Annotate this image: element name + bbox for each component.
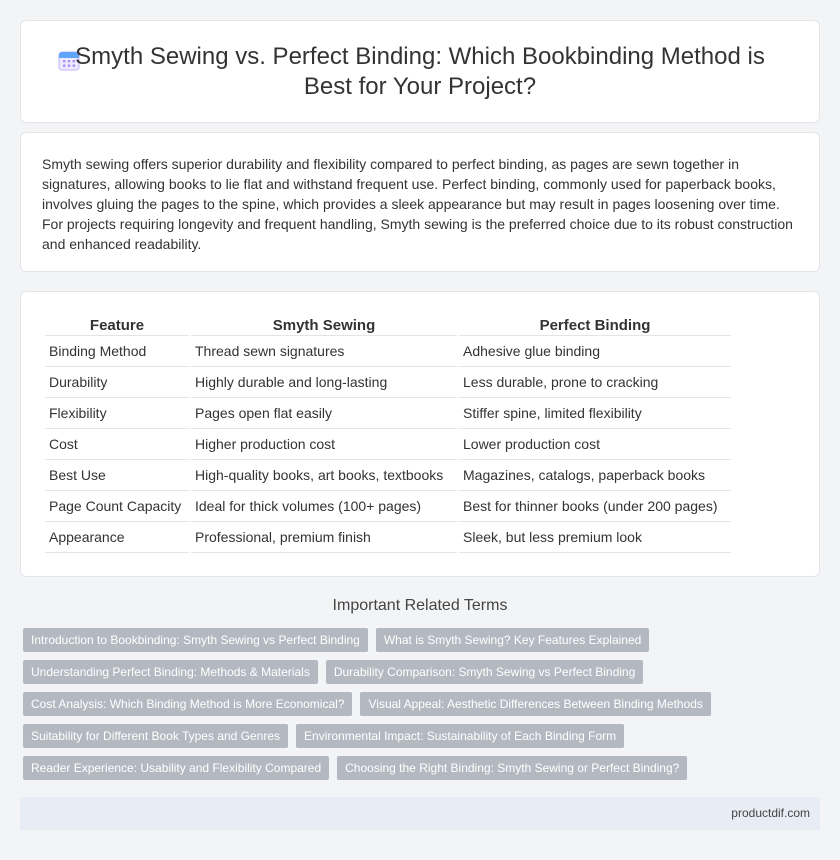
tag-row: [23, 756, 823, 780]
table-cell: Pages open flat easily: [191, 398, 457, 429]
table-cell: Best Use: [45, 460, 189, 491]
tag-row: [23, 724, 823, 748]
related-term-link[interactable]: Reader Experience: Usability and Flexibility Compared: [23, 756, 329, 780]
footer-site-name: productdif.com: [731, 806, 810, 820]
related-terms-list: [23, 628, 823, 788]
table-cell: Professional, premium finish: [191, 522, 457, 553]
table-cell: Ideal for thick volumes (100+ pages): [191, 491, 457, 522]
table-cell: Stiffer spine, limited flexibility: [459, 398, 731, 429]
table-row: [45, 336, 731, 367]
table-cell: Higher production cost: [191, 429, 457, 460]
table-row: [45, 522, 731, 553]
related-term-link[interactable]: What is Smyth Sewing? Key Features Explained: [376, 628, 649, 652]
table-cell: Cost: [45, 429, 189, 460]
table-row: [45, 460, 731, 491]
comparison-card: [20, 291, 820, 577]
page-title: Smyth Sewing vs. Perfect Binding: Which Bookbinding Method is Best for Your Project?: [75, 42, 765, 100]
related-term-link[interactable]: Durability Comparison: Smyth Sewing vs Perfect Binding: [326, 660, 643, 684]
column-header-perfect-binding: Perfect Binding: [459, 316, 731, 336]
table-cell: Thread sewn signatures: [191, 336, 457, 367]
table-cell: Best for thinner books (under 200 pages): [459, 491, 731, 522]
related-term-link[interactable]: Understanding Perfect Binding: Methods & Materials: [23, 660, 318, 684]
column-header-feature: Feature: [45, 316, 189, 336]
column-header-smyth-sewing: Smyth Sewing: [191, 316, 457, 336]
tag-row: [23, 660, 823, 684]
table-cell: Lower production cost: [459, 429, 731, 460]
table-row: [45, 491, 731, 522]
table-cell: Durability: [45, 367, 189, 398]
table-cell: High-quality books, art books, textbooks: [191, 460, 457, 491]
related-term-link[interactable]: Suitability for Different Book Types and Genres: [23, 724, 288, 748]
related-term-link[interactable]: Introduction to Bookbinding: Smyth Sewing vs Perfect Binding: [23, 628, 368, 652]
intro-card: [20, 132, 820, 272]
table-cell: Less durable, prone to cracking: [459, 367, 731, 398]
table-cell: Binding Method: [45, 336, 189, 367]
table-cell: Magazines, catalogs, paperback books: [459, 460, 731, 491]
table-cell: Adhesive glue binding: [459, 336, 731, 367]
tag-row: [23, 692, 823, 716]
table-header-row: [45, 316, 731, 336]
table-row: [45, 398, 731, 429]
related-terms-heading: Important Related Terms: [332, 597, 508, 614]
intro-paragraph: Smyth sewing offers superior durability and flexibility compared to perfect binding, as pages are sewn together in signatures, allowing books to lie flat and withstand frequent use. Perfect binding, commonly used for paperback books, involves gluing the pages to the spine, which provides a sleek appearance but may result in pages loosening over time. For projects requiring longevity and frequent handling, Smyth sewing is the preferred choice due to its robust construction and enhanced readability.: [42, 156, 793, 252]
table-cell: Flexibility: [45, 398, 189, 429]
footer-bar: [20, 797, 820, 830]
table-cell: Appearance: [45, 522, 189, 553]
related-term-link[interactable]: Choosing the Right Binding: Smyth Sewing or Perfect Binding?: [337, 756, 687, 780]
table-row: [45, 429, 731, 460]
table-cell: Sleek, but less premium look: [459, 522, 731, 553]
table-cell: Page Count Capacity: [45, 491, 189, 522]
comparison-table: [43, 316, 733, 553]
related-term-link[interactable]: Environmental Impact: Sustainability of Each Binding Form: [296, 724, 624, 748]
table-row: [45, 367, 731, 398]
related-term-link[interactable]: Visual Appeal: Aesthetic Differences Between Binding Methods: [360, 692, 710, 716]
tag-row: [23, 628, 823, 652]
table-cell: Highly durable and long-lasting: [191, 367, 457, 398]
header-card: [20, 20, 820, 123]
related-term-link[interactable]: Cost Analysis: Which Binding Method is More Economical?: [23, 692, 352, 716]
